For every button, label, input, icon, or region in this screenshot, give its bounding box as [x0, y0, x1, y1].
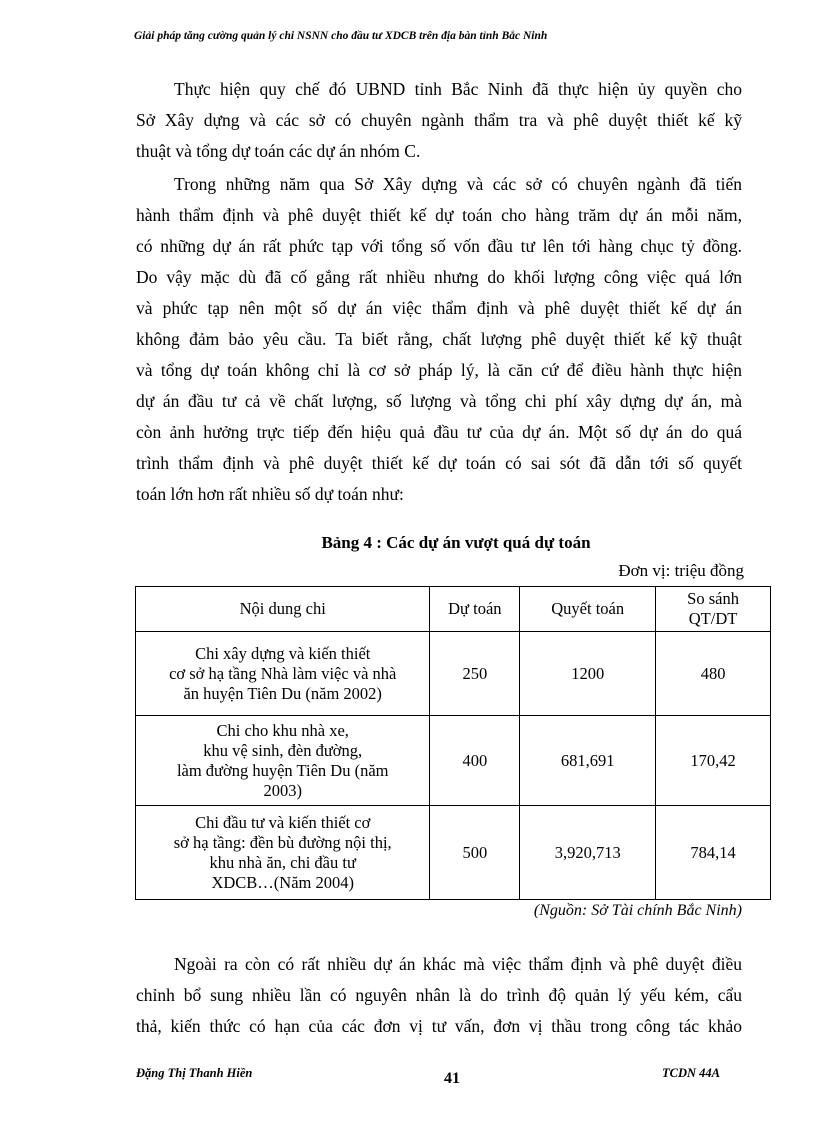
paragraph-line: Ngoài ra còn có rất nhiều dự án khác mà việc thẩm định và phê duyệt điều [174, 954, 742, 974]
cell-content [136, 632, 430, 716]
content-line: làm đường huyện Tiên Du (năm [176, 760, 389, 780]
paragraph-line: có những dự án rất phức tạp với tổng số vốn đầu tư lên tới hàng chục tỷ đồng. [136, 236, 742, 256]
content-line: Chi xây dựng và kiến thiết [195, 643, 371, 663]
cell-settlement: 1200 [520, 632, 656, 716]
paragraph-line: hành thẩm định và phê duyệt thiết kế dự toán cho hàng trăm dự án mỗi năm, [136, 205, 742, 225]
table-caption: Bảng 4 : Các dự án vượt quá dự toán [321, 533, 591, 552]
paragraph-3 [136, 949, 742, 1042]
paragraph-line: Do vậy mặc dù đã cố gắng rất nhiều nhưng do khối lượng công việc quá lớn [136, 267, 742, 287]
table-header-row [136, 587, 771, 632]
paragraph-line: và phức tạp nên một số dự án việc thẩm định và phê duyệt thiết kế dự án [136, 298, 742, 318]
table-source: (Nguồn: Sở Tài chính Bắc Ninh) [533, 902, 742, 919]
content-line: cơ sở hạ tầng Nhà làm việc và nhà [169, 663, 397, 683]
header-compare [656, 587, 771, 632]
content-line: Chi đầu tư và kiến thiết cơ [195, 812, 371, 832]
paragraph-line: và tổng dự toán không chỉ là cơ sở pháp lý, là căn cứ để điều hành thực hiện [136, 360, 742, 380]
table-row [136, 632, 771, 716]
cell-compare: 784,14 [656, 806, 771, 900]
content-line: khu vệ sinh, đèn đường, [203, 740, 363, 760]
cell-estimate: 400 [430, 716, 520, 806]
page-number: 41 [444, 1070, 460, 1087]
content-line: khu nhà ăn, chi đầu tư [209, 852, 356, 872]
header-estimate: Dự toán [430, 587, 520, 632]
cell-estimate: 250 [430, 632, 520, 716]
projects-table [135, 586, 771, 900]
paragraph-line: Trong những năm qua Sở Xây dựng và các sở có chuyên ngành đã tiến [174, 174, 742, 194]
paragraph-line: dự án đầu tư cả về chất lượng, số lượng và tổng chi phí xây dựng dự án, mà [136, 391, 742, 411]
content-line: 2003) [263, 780, 302, 800]
paragraph-line: không đảm bảo yêu cầu. Ta biết rằng, chất lượng phê duyệt thiết kế kỹ thuật [136, 329, 742, 349]
header-settlement: Quyết toán [520, 587, 656, 632]
paragraph-line: chỉnh bổ sung nhiều lần có nguyên nhân là do trình độ quản lý yếu kém, cẩu [136, 985, 742, 1005]
paragraph-2 [136, 169, 742, 510]
footer-class: TCDN 44A [662, 1066, 720, 1080]
footer-author: Đặng Thị Thanh Hiền [136, 1066, 253, 1080]
table-row [136, 716, 771, 806]
content-line: XDCB…(Năm 2004) [211, 872, 354, 892]
cell-estimate: 500 [430, 806, 520, 900]
paragraph-line: trình thẩm định và phê duyệt thiết kế dự toán có sai sót đã dẫn tới số quyết [136, 453, 742, 473]
header-compare-line1: So sánh [687, 589, 739, 608]
cell-content [136, 806, 430, 900]
cell-compare: 480 [656, 632, 771, 716]
cell-compare: 170,42 [656, 716, 771, 806]
paragraph-line: Sở Xây dựng và các sở có chuyên ngành thẩm tra và phê duyệt thiết kế kỹ [136, 110, 742, 130]
table-row [136, 806, 771, 900]
content-line: ăn huyện Tiên Du (năm 2002) [183, 683, 382, 703]
paragraph-1 [136, 74, 742, 167]
header-content: Nội dung chi [136, 587, 430, 632]
content-line: Chi cho khu nhà xe, [216, 720, 349, 740]
paragraph-line: thả, kiến thức có hạn của các đơn vị tư vấn, đơn vị thầu trong công tác khảo [136, 1016, 742, 1036]
paragraph-line: Thực hiện quy chế đó UBND tỉnh Bắc Ninh đã thực hiện ủy quyền cho [174, 79, 742, 99]
running-header: Giải pháp tăng cường quản lý chi NSNN cho đầu tư XDCB trên địa bàn tỉnh Bắc Ninh [134, 30, 548, 42]
content-line: sở hạ tầng: đền bù đường nội thị, [173, 832, 392, 852]
table-unit: Đơn vị: triệu đồng [618, 561, 744, 580]
paragraph-line: còn ảnh hưởng trực tiếp đến hiệu quả đầu tư của dự án. Một số dự án do quá [136, 422, 742, 442]
paragraph-line: toán lớn hơn rất nhiều số dự toán như: [136, 484, 404, 504]
paragraph-line: thuật và tổng dự toán các dự án nhóm C. [136, 141, 421, 161]
cell-settlement: 3,920,713 [520, 806, 656, 900]
header-compare-line2: QT/DT [688, 609, 738, 628]
cell-settlement: 681,691 [520, 716, 656, 806]
cell-content [136, 716, 430, 806]
